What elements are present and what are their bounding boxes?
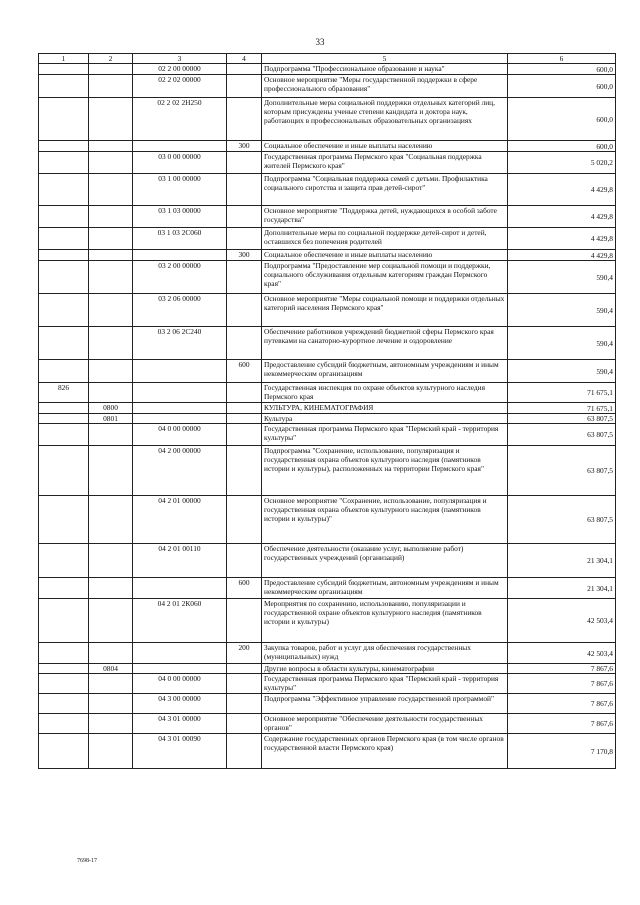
cell-target-article: 03 1 03 00000 — [133, 206, 227, 228]
cell-target-article: 03 2 06 2С240 — [133, 327, 227, 360]
table-row — [39, 250, 616, 261]
table-row — [39, 228, 616, 250]
cell-amount: 590,4 — [508, 294, 616, 327]
cell-amount: 590,4 — [508, 261, 616, 294]
cell-amount: 21 304,1 — [508, 578, 616, 599]
cell-ministry-code: 826 — [39, 383, 89, 403]
cell-amount: 63 807,5 — [508, 446, 616, 496]
cell-target-article: 03 1 00 00000 — [133, 174, 227, 206]
cell-description: Основное мероприятие "Меры государственной поддержки в сфере профессионального образования" — [262, 75, 508, 98]
cell-description: Подпрограмма "Социальная поддержка семей с детьми. Профилактика социального сиротства и защита прав детей-сирот" — [262, 174, 508, 206]
table-header-row — [39, 54, 616, 64]
cell-target-article: 04 3 01 00090 — [133, 734, 227, 769]
cell-expense-type — [227, 98, 262, 141]
cell-target-article — [133, 141, 227, 152]
cell-amount: 4 429,8 — [508, 228, 616, 250]
column-header: 4 — [227, 54, 262, 64]
cell-ministry-code — [39, 544, 89, 578]
cell-description: Предоставление субсидий бюджетным, автономным учреждениям и иным некоммерческим организациям — [262, 578, 508, 599]
cell-expense-type: 300 — [227, 250, 262, 261]
table-row — [39, 174, 616, 206]
cell-target-article: 02 2 02 2Н250 — [133, 98, 227, 141]
cell-target-article — [133, 383, 227, 403]
cell-ministry-code — [39, 261, 89, 294]
table-row — [39, 496, 616, 544]
cell-ministry-code — [39, 734, 89, 769]
cell-expense-type: 600 — [227, 360, 262, 383]
cell-description: Дополнительные меры социальной поддержки отдельных категорий лиц, которым присуждены ученые степени кандидата и доктора наук, работающих в профессиональных образовательных организациях — [262, 98, 508, 141]
cell-description: Предоставление субсидий бюджетным, автономным учреждениям и иным некоммерческим организациям — [262, 360, 508, 383]
cell-section-code — [89, 694, 133, 714]
cell-ministry-code — [39, 578, 89, 599]
budget-table — [38, 53, 616, 769]
cell-expense-type — [227, 228, 262, 250]
cell-amount: 5 020,2 — [508, 152, 616, 174]
cell-expense-type — [227, 261, 262, 294]
cell-expense-type — [227, 152, 262, 174]
cell-description: Основное мероприятие "Меры социальной помощи и поддержки отдельных категорий населения Пермского края" — [262, 294, 508, 327]
cell-expense-type — [227, 424, 262, 446]
cell-amount: 71 675,1 — [508, 383, 616, 403]
cell-section-code — [89, 327, 133, 360]
cell-section-code: 0800 — [89, 403, 133, 414]
cell-target-article: 04 2 01 2К060 — [133, 599, 227, 643]
cell-target-article: 04 2 01 00110 — [133, 544, 227, 578]
table-row — [39, 643, 616, 664]
cell-ministry-code — [39, 206, 89, 228]
cell-ministry-code — [39, 643, 89, 664]
cell-description: Другие вопросы в области культуры, кинематографии — [262, 664, 508, 674]
cell-amount: 600,0 — [508, 75, 616, 98]
cell-target-article — [133, 360, 227, 383]
cell-expense-type — [227, 206, 262, 228]
cell-target-article: 03 1 03 2С060 — [133, 228, 227, 250]
column-header: 2 — [89, 54, 133, 64]
cell-description: Государственная программа Пермского края "Социальная поддержка жителей Пермского края" — [262, 152, 508, 174]
cell-description: Культура — [262, 414, 508, 424]
cell-description: Мероприятия по сохранению, использованию, популяризации и государственной охране объектов культурного наследия (памятников истории и культуры) — [262, 599, 508, 643]
table-row — [39, 424, 616, 446]
cell-ministry-code — [39, 141, 89, 152]
cell-ministry-code — [39, 714, 89, 734]
cell-ministry-code — [39, 294, 89, 327]
cell-section-code — [89, 599, 133, 643]
cell-expense-type — [227, 694, 262, 714]
table-row — [39, 544, 616, 578]
cell-expense-type: 300 — [227, 141, 262, 152]
cell-section-code — [89, 250, 133, 261]
cell-expense-type — [227, 64, 262, 75]
table-row — [39, 261, 616, 294]
cell-expense-type — [227, 75, 262, 98]
cell-section-code: 0801 — [89, 414, 133, 424]
cell-expense-type — [227, 599, 262, 643]
cell-amount: 7 867,6 — [508, 664, 616, 674]
cell-ministry-code — [39, 152, 89, 174]
cell-amount: 590,4 — [508, 327, 616, 360]
table-row — [39, 694, 616, 714]
cell-section-code — [89, 75, 133, 98]
cell-expense-type: 200 — [227, 643, 262, 664]
table-row — [39, 206, 616, 228]
cell-target-article — [133, 664, 227, 674]
cell-section-code: 0804 — [89, 664, 133, 674]
cell-section-code — [89, 578, 133, 599]
cell-target-article: 03 0 00 00000 — [133, 152, 227, 174]
cell-description: Государственная программа Пермского края "Пермский край - территория культуры" — [262, 674, 508, 694]
cell-amount: 4 429,8 — [508, 174, 616, 206]
cell-expense-type — [227, 327, 262, 360]
cell-section-code — [89, 383, 133, 403]
cell-target-article: 04 2 01 00000 — [133, 496, 227, 544]
cell-amount: 63 807,5 — [508, 414, 616, 424]
cell-ministry-code — [39, 75, 89, 98]
cell-section-code — [89, 141, 133, 152]
cell-target-article: 03 2 06 00000 — [133, 294, 227, 327]
table-row — [39, 734, 616, 769]
cell-ministry-code — [39, 64, 89, 75]
cell-section-code — [89, 714, 133, 734]
cell-target-article — [133, 250, 227, 261]
table-row — [39, 599, 616, 643]
cell-description: Основное мероприятие "Поддержка детей, нуждающихся в особой заботе государства" — [262, 206, 508, 228]
cell-target-article — [133, 414, 227, 424]
cell-amount: 63 807,5 — [508, 496, 616, 544]
cell-expense-type — [227, 674, 262, 694]
cell-description: КУЛЬТУРА, КИНЕМАТОГРАФИЯ — [262, 403, 508, 414]
cell-description: Основное мероприятие "Обеспечение деятельности государственных органов" — [262, 714, 508, 734]
cell-ministry-code — [39, 674, 89, 694]
cell-target-article: 03 2 00 00000 — [133, 261, 227, 294]
cell-section-code — [89, 643, 133, 664]
cell-target-article: 04 3 00 00000 — [133, 694, 227, 714]
cell-description: Содержание государственных органов Пермского края (в том числе органов государственной власти Пермского края) — [262, 734, 508, 769]
cell-expense-type — [227, 174, 262, 206]
cell-ministry-code — [39, 327, 89, 360]
cell-ministry-code — [39, 496, 89, 544]
cell-ministry-code — [39, 414, 89, 424]
cell-description: Подпрограмма "Профессиональное образование и наука" — [262, 64, 508, 75]
cell-amount: 42 503,4 — [508, 643, 616, 664]
cell-expense-type — [227, 414, 262, 424]
table-row — [39, 664, 616, 674]
cell-description: Государственная программа Пермского края "Пермский край - территория культуры" — [262, 424, 508, 446]
cell-expense-type — [227, 294, 262, 327]
cell-target-article — [133, 403, 227, 414]
table-row — [39, 75, 616, 98]
cell-description: Государственная инспекция по охране объектов культурного наследия Пермского края — [262, 383, 508, 403]
cell-expense-type: 600 — [227, 578, 262, 599]
cell-section-code — [89, 294, 133, 327]
table-row — [39, 383, 616, 403]
cell-description: Подпрограмма "Эффективное управление государственной программой" — [262, 694, 508, 714]
cell-section-code — [89, 674, 133, 694]
cell-amount: 7 170,8 — [508, 734, 616, 769]
cell-amount: 4 429,8 — [508, 206, 616, 228]
column-header: 5 — [262, 54, 508, 64]
cell-section-code — [89, 360, 133, 383]
page-number: 33 — [315, 37, 325, 47]
table-row — [39, 98, 616, 141]
cell-expense-type — [227, 446, 262, 496]
cell-section-code — [89, 64, 133, 75]
cell-ministry-code — [39, 446, 89, 496]
table-row — [39, 403, 616, 414]
cell-description: Социальное обеспечение и иные выплаты населению — [262, 141, 508, 152]
cell-ministry-code — [39, 599, 89, 643]
document-code: 7698-17 — [77, 858, 97, 864]
cell-expense-type — [227, 496, 262, 544]
cell-amount: 4 429,8 — [508, 250, 616, 261]
cell-section-code — [89, 228, 133, 250]
cell-amount: 63 807,5 — [508, 424, 616, 446]
table-row — [39, 360, 616, 383]
cell-ministry-code — [39, 228, 89, 250]
cell-ministry-code — [39, 403, 89, 414]
cell-section-code — [89, 206, 133, 228]
cell-amount: 7 867,6 — [508, 714, 616, 734]
table-row — [39, 578, 616, 599]
table-row — [39, 714, 616, 734]
cell-description: Подпрограмма "Сохранение, использование, популяризация и государственная охрана объектов культурного наследия (памятников истории и культуры), расположенных на территории Пермского края" — [262, 446, 508, 496]
cell-target-article: 04 0 00 00000 — [133, 674, 227, 694]
cell-section-code — [89, 544, 133, 578]
column-header: 3 — [133, 54, 227, 64]
table-row — [39, 294, 616, 327]
cell-description: Обеспечение деятельности (оказание услуг, выполнение работ) государственных учреждений (организаций) — [262, 544, 508, 578]
cell-ministry-code — [39, 664, 89, 674]
cell-description: Основное мероприятие "Сохранение, использование, популяризация и государственная охрана объектов культурного наследия (памятников истории и культуры)" — [262, 496, 508, 544]
cell-section-code — [89, 98, 133, 141]
cell-description: Обеспечение работников учреждений бюджетной сферы Пермского края путевками на санаторно-курортное лечение и оздоровление — [262, 327, 508, 360]
table-row — [39, 327, 616, 360]
cell-description: Социальное обеспечение и иные выплаты населению — [262, 250, 508, 261]
cell-section-code — [89, 446, 133, 496]
cell-target-article — [133, 643, 227, 664]
cell-description: Подпрограмма "Предоставление мер социальной помощи и поддержки, социального обслуживания отдельным категориям граждан Пермского края" — [262, 261, 508, 294]
cell-target-article: 04 3 01 00000 — [133, 714, 227, 734]
cell-amount: 7 867,6 — [508, 674, 616, 694]
cell-ministry-code — [39, 98, 89, 141]
cell-amount: 42 503,4 — [508, 599, 616, 643]
cell-ministry-code — [39, 424, 89, 446]
cell-ministry-code — [39, 174, 89, 206]
table-row — [39, 446, 616, 496]
cell-section-code — [89, 496, 133, 544]
cell-amount: 7 867,6 — [508, 694, 616, 714]
cell-ministry-code — [39, 250, 89, 261]
cell-target-article: 02 2 00 00000 — [133, 64, 227, 75]
cell-section-code — [89, 261, 133, 294]
table-row — [39, 414, 616, 424]
cell-target-article: 02 2 02 00000 — [133, 75, 227, 98]
cell-expense-type — [227, 383, 262, 403]
cell-amount: 590,4 — [508, 360, 616, 383]
cell-expense-type — [227, 734, 262, 769]
cell-amount: 600,0 — [508, 64, 616, 75]
cell-section-code — [89, 734, 133, 769]
table-row — [39, 674, 616, 694]
cell-section-code — [89, 152, 133, 174]
cell-expense-type — [227, 544, 262, 578]
column-header: 6 — [508, 54, 616, 64]
cell-target-article — [133, 578, 227, 599]
cell-section-code — [89, 174, 133, 206]
cell-target-article: 04 2 00 00000 — [133, 446, 227, 496]
cell-amount: 21 304,1 — [508, 544, 616, 578]
cell-amount: 71 675,1 — [508, 403, 616, 414]
cell-ministry-code — [39, 360, 89, 383]
cell-ministry-code — [39, 694, 89, 714]
table-row — [39, 152, 616, 174]
cell-section-code — [89, 424, 133, 446]
cell-expense-type — [227, 403, 262, 414]
cell-description: Закупка товаров, работ и услуг для обеспечения государственных (муниципальных) нужд — [262, 643, 508, 664]
table-row — [39, 64, 616, 75]
cell-amount: 600,0 — [508, 98, 616, 141]
column-header: 1 — [39, 54, 89, 64]
table-row — [39, 141, 616, 152]
cell-target-article: 04 0 00 00000 — [133, 424, 227, 446]
cell-description: Дополнительные меры по социальной поддержке детей-сирот и детей, оставшихся без попечения родителей — [262, 228, 508, 250]
cell-amount: 600,0 — [508, 141, 616, 152]
cell-expense-type — [227, 714, 262, 734]
cell-expense-type — [227, 664, 262, 674]
